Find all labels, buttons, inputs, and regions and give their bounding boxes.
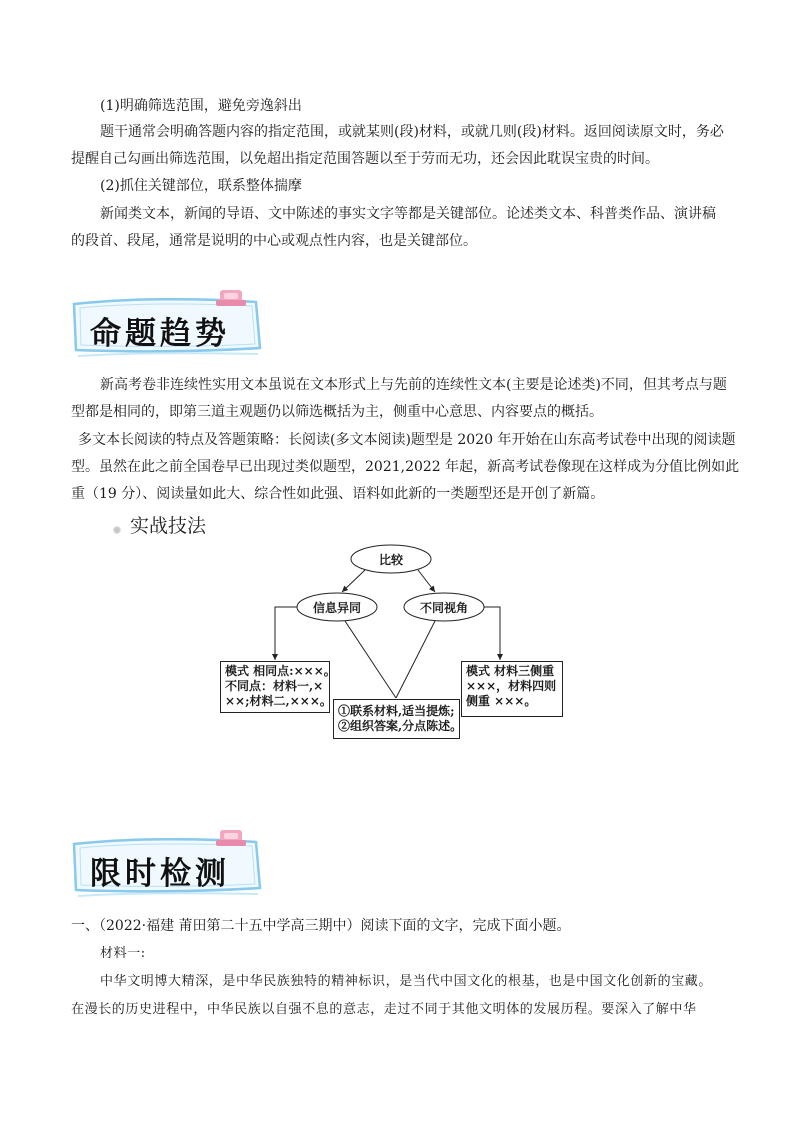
material-line1: 中华文明博大精深，是中华民族独特的精神标识，是当代中国文化的根基，也是中国文化创新的宝藏。 xyxy=(100,974,713,989)
diagram-right-oval-label: 不同视角 xyxy=(419,601,468,615)
paper-clip-icon xyxy=(216,290,246,306)
trend-p1-line1: 新高考卷非连续性实用文本虽说在文本形式上与先前的连续性文本(主要是论述类)不同，但其考点与题 xyxy=(100,377,727,393)
section-title-test: 限时检测 xyxy=(90,856,230,892)
subheading-techniques: 实战技法 xyxy=(130,515,207,537)
point1-line1: 题干通常会明确答题内容的指定范围，或就某则(段)材料，或就几则(段)材料。返回阅读原文时，务必 xyxy=(100,124,724,140)
diagram-center-box xyxy=(333,699,463,739)
bullet-dot-icon xyxy=(113,526,121,534)
left-box-line2: 不同点：材料一,× xyxy=(225,679,324,693)
diagram-top-label: 比较 xyxy=(378,553,403,567)
comparison-diagram xyxy=(220,542,565,742)
point2-line1: 新闻类文本，新闻的导语、文中陈述的事实文字等都是关键部位。论述类文本、科普类作品、演讲稿 xyxy=(100,206,716,222)
question-intro: 一、（2022·福建 莆田第二十五中学高三期中）阅读下面的文字，完成下面小题。 xyxy=(71,918,571,934)
diagram-left-box xyxy=(220,661,336,713)
left-box-line1: 模式 相同点:×××。 xyxy=(225,664,336,678)
point2-line2: 的段首、段尾，通常是说明的中心或观点性内容，也是关键部位。 xyxy=(71,233,477,249)
material-line2: 在漫长的历史进程中，中华民族以自强不息的意志，走过不同于其他文明体的发展历程。要深入了解中华 xyxy=(71,1002,697,1017)
diagram-left-oval-label: 信息异同 xyxy=(312,601,361,615)
point1-title: (1)明确筛选范围，避免旁逸斜出 xyxy=(100,98,302,114)
section-banner-test xyxy=(68,826,268,906)
trend-p1-line2: 型都是相同的，即第三道主观题仍以筛选概括为主，侧重中心意思、内容要点的概括。 xyxy=(71,404,603,420)
diagram-right-box xyxy=(461,661,563,717)
left-box-line3: ××;材料二,×××。 xyxy=(225,694,332,708)
right-box-line1: 模式 材料三侧重 xyxy=(466,664,555,678)
right-box-line3: 侧重 ×××。 xyxy=(466,694,537,708)
center-box-line2: ②组织答案,分点陈述。 xyxy=(338,719,463,733)
right-box-line2: ×××，材料四则 xyxy=(466,679,557,693)
center-box-line1: ①联系材料,适当提炼; xyxy=(338,704,455,718)
trend-p2-line3: 重（19 分）、阅读量如此大、综合性如此强、语料如此新的一类题型还是开创了新篇。 xyxy=(71,486,605,502)
material-label: 材料一: xyxy=(100,946,146,961)
point1-line2: 提醒自己勾画出筛选范围，以免超出指定范围答题以至于劳而无功，还会因此耽误宝贵的时间。 xyxy=(71,151,659,167)
point2-title: (2)抓住关键部位，联系整体揣摩 xyxy=(100,178,302,194)
section-banner-trend xyxy=(68,286,268,366)
trend-p2-line2: 型。虽然在此之前全国卷早已出现过类似题型，2021,2022 年起，新高考试卷像现在这样成为分值比例如此 xyxy=(71,459,740,475)
paper-clip-icon xyxy=(216,830,246,846)
section-title-trend: 命题趋势 xyxy=(90,316,230,352)
trend-p2-line1: 多文本长阅读的特点及答题策略：长阅读(多文本阅读)题型是 2020 年开始在山东高考试卷中出现的阅读题 xyxy=(78,432,736,448)
